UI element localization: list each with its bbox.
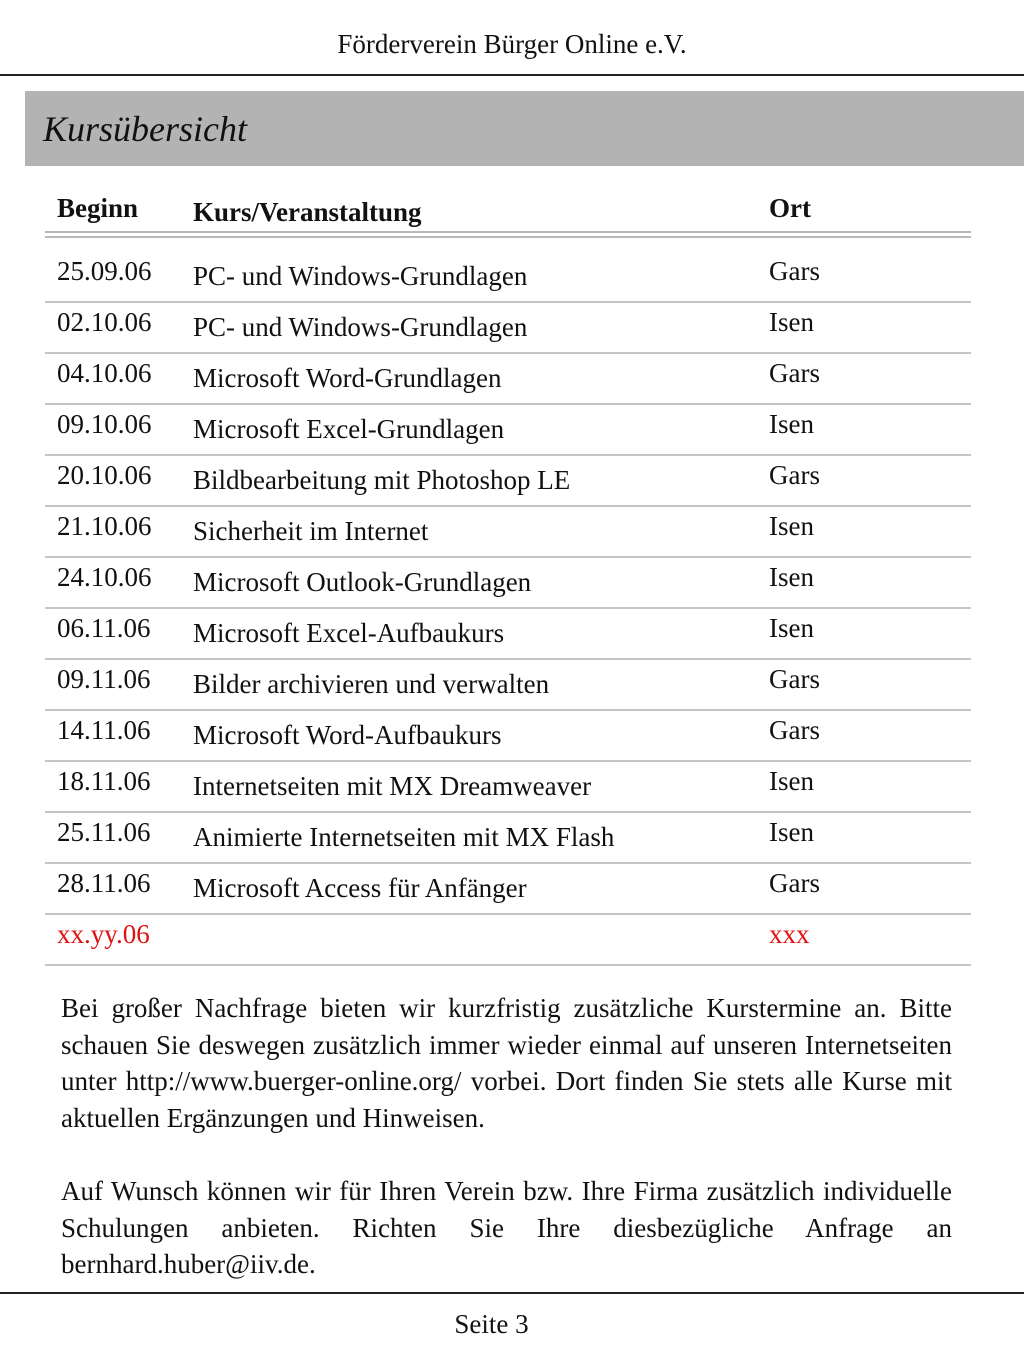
table-header-divider xyxy=(45,231,971,233)
row-place: Gars xyxy=(769,715,820,745)
row-date: 28.11.06 xyxy=(57,868,151,898)
row-place: Gars xyxy=(769,256,820,286)
table-header-divider xyxy=(45,236,971,238)
table-row xyxy=(45,660,971,711)
row-date: 09.11.06 xyxy=(57,664,151,694)
row-date: 18.11.06 xyxy=(57,766,151,796)
table-row xyxy=(45,252,971,303)
row-course: Microsoft Word-Aufbaukurs xyxy=(193,720,502,750)
table-row xyxy=(45,711,971,762)
row-date: 06.11.06 xyxy=(57,613,151,643)
row-course: Bildbearbeitung mit Photoshop LE xyxy=(193,465,571,495)
table-row xyxy=(45,609,971,660)
table-row xyxy=(45,813,971,864)
page-number: Seite 3 xyxy=(454,1309,529,1339)
row-course: Internetseiten mit MX Dreamweaver xyxy=(193,771,592,801)
row-place: Isen xyxy=(769,511,814,541)
row-course: PC- und Windows-Grundlagen xyxy=(193,261,528,291)
row-course: PC- und Windows-Grundlagen xyxy=(193,312,528,342)
row-place: Gars xyxy=(769,358,820,388)
table-header-row xyxy=(45,183,971,231)
table-row xyxy=(45,456,971,507)
course-table xyxy=(45,183,971,966)
table-row xyxy=(45,303,971,354)
section-title-bar xyxy=(25,91,1024,166)
table-row xyxy=(45,558,971,609)
document-header-title: Förderverein Bürger Online e.V. xyxy=(337,29,687,59)
row-place: Isen xyxy=(769,307,814,337)
row-date: 04.10.06 xyxy=(57,358,152,388)
row-date: 21.10.06 xyxy=(57,511,152,541)
info-paragraph: Bei großer Nachfrage bieten wir kurzfristig zusätzliche Kurstermine an. Bitte schauen Sie deswegen zusätzlich immer wieder einmal auf unseren Internetseiten unter http://www.buerger-online.org/ vorbei. Dort finden Sie stets alle Kurse mit aktuellen Ergänzungen und Hinweisen. xyxy=(61,993,952,1133)
table-body xyxy=(45,252,971,966)
row-place: Gars xyxy=(769,868,820,898)
row-date: 14.11.06 xyxy=(57,715,151,745)
table-row xyxy=(45,354,971,405)
column-header-date: Beginn xyxy=(57,193,139,223)
row-course: Microsoft Excel-Aufbaukurs xyxy=(193,618,505,648)
section-title: Kursübersicht xyxy=(43,109,248,149)
row-date: 25.09.06 xyxy=(57,256,152,286)
row-place: Gars xyxy=(769,664,820,694)
row-course: Bilder archivieren und verwalten xyxy=(193,669,550,699)
column-header-course: Kurs/Veranstaltung xyxy=(193,197,422,227)
header-divider xyxy=(0,74,1024,76)
row-place: Isen xyxy=(769,409,814,439)
row-course: Microsoft Outlook-Grundlagen xyxy=(193,567,532,597)
row-place: Isen xyxy=(769,613,814,643)
table-row xyxy=(45,762,971,813)
row-place: Gars xyxy=(769,460,820,490)
row-place: Isen xyxy=(769,817,814,847)
row-date: 09.10.06 xyxy=(57,409,152,439)
row-date: 02.10.06 xyxy=(57,307,152,337)
column-header-place: Ort xyxy=(769,193,811,223)
row-date: 25.11.06 xyxy=(57,817,151,847)
row-place: Isen xyxy=(769,766,814,796)
row-course: Sicherheit im Internet xyxy=(193,516,429,546)
table-row-placeholder xyxy=(45,915,971,966)
contact-paragraph: Auf Wunsch können wir für Ihren Verein bzw. Ihre Firma zusätzlich individuelle Schulungen anbieten. Richten Sie Ihre diesbezügliche Anfrage an bernhard.huber@iiv.de. xyxy=(61,1176,952,1279)
row-course: Microsoft Excel-Grundlagen xyxy=(193,414,505,444)
row-course: Microsoft Word-Grundlagen xyxy=(193,363,502,393)
row-place: xxx xyxy=(769,919,810,949)
row-place: Isen xyxy=(769,562,814,592)
row-course: Animierte Internetseiten mit MX Flash xyxy=(193,822,615,852)
footer-divider xyxy=(0,1292,1024,1294)
row-course: Microsoft Access für Anfänger xyxy=(193,873,527,903)
table-row xyxy=(45,864,971,915)
row-date: 20.10.06 xyxy=(57,460,152,490)
table-row xyxy=(45,405,971,456)
table-row xyxy=(45,507,971,558)
row-date: xx.yy.06 xyxy=(57,919,150,949)
row-date: 24.10.06 xyxy=(57,562,152,592)
